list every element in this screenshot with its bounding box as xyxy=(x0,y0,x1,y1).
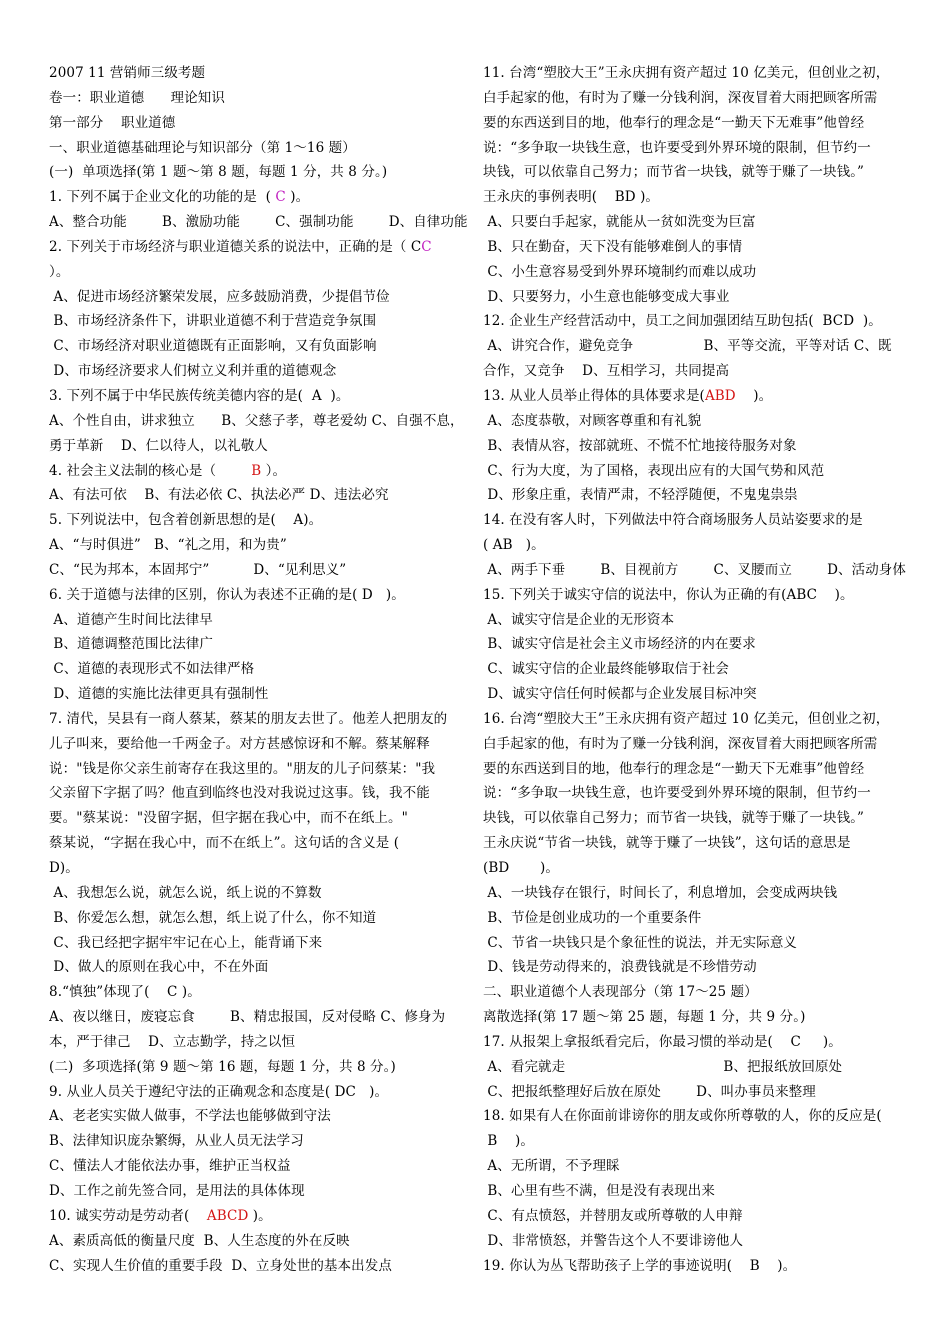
line-suffix: )。 xyxy=(285,189,310,206)
line-text: D、做人的原则在我心中，不在外面 xyxy=(49,959,269,976)
line-text: C、实现人生价值的重要手段 D、立身处世的基本出发点 xyxy=(49,1257,392,1274)
line-text: 本，严于律己 D、立志勤学，持之以恒 xyxy=(49,1033,296,1050)
text-line xyxy=(49,1104,474,1129)
line-text: 8.“慎独”体现了( C )。 xyxy=(49,984,201,1001)
text-line xyxy=(49,1179,474,1204)
line-text: 19. 你认为丛飞帮助孩子上学的事迹说明( B )。 xyxy=(483,1257,797,1274)
text-line xyxy=(483,558,908,583)
answer-mark: ABCD xyxy=(206,1207,249,1224)
text-line xyxy=(483,781,908,806)
line-text: 17. 从报架上拿报纸看完后，你最习惯的举动是( C )。 xyxy=(483,1033,842,1050)
line-text: 5. 下列说法中，包含着创新思想的是( A)。 xyxy=(49,512,323,529)
line-text: 王永庆说“节省一块钱，就等于赚了一块钱”，这句话的意思是 xyxy=(483,835,851,852)
answer-mark: ABD xyxy=(704,387,736,404)
text-line xyxy=(49,285,474,310)
line-text: A、看完就走 B、把报纸放回原处 xyxy=(483,1058,843,1075)
line-text: A、道德产生时间比法律早 xyxy=(49,611,213,628)
line-text: 二、职业道德个人表现部分（第 17～25 题） xyxy=(483,984,758,1001)
line-text: 要的东西送到目的地，他奉行的理念是“一勤天下无难事”他曾经 xyxy=(483,114,865,131)
text-line xyxy=(483,1104,908,1129)
line-text: 10. 诚实劳动是劳动者( xyxy=(49,1207,207,1224)
line-text: B、你爱怎么想，就怎么想，纸上说了什么，你不知道 xyxy=(49,909,377,926)
line-text: C、市场经济对职业道德既有正面影响，又有负面影响 xyxy=(49,338,377,355)
text-line xyxy=(49,334,474,359)
line-text: D、只要努力，小生意也能够变成大事业 xyxy=(483,288,730,305)
text-line xyxy=(483,483,908,508)
text-line xyxy=(49,1129,474,1154)
text-line xyxy=(49,1005,474,1030)
text-line xyxy=(483,309,908,334)
line-text: B、法律知识庞杂繁缛，从业人员无法学习 xyxy=(49,1133,304,1150)
text-line xyxy=(483,806,908,831)
text-line xyxy=(483,1030,908,1055)
line-text: C、“民为邦本，本固邦宁” D、“见利思义” xyxy=(49,561,347,578)
text-line xyxy=(483,906,908,931)
text-line xyxy=(49,1204,474,1229)
text-line xyxy=(49,1254,474,1279)
line-text: 6. 关于道德与法律的区别，你认为表述不正确的是( D )。 xyxy=(49,586,405,603)
text-line xyxy=(483,707,908,732)
text-line xyxy=(49,707,474,732)
text-line xyxy=(483,434,908,459)
line-text: B、只在勤奋，天下没有能够难倒人的事情 xyxy=(483,238,743,255)
text-line xyxy=(483,1179,908,1204)
line-text: 13. 从业人员举止得体的具体要求是( xyxy=(483,387,705,404)
line-text: A、我想怎么说，就怎么说，纸上说的不算数 xyxy=(49,884,322,901)
text-line xyxy=(483,1229,908,1254)
text-line xyxy=(483,657,908,682)
text-line xyxy=(483,508,908,533)
line-text: A、态度恭敬，对顾客尊重和有礼貌 xyxy=(483,412,702,429)
text-line xyxy=(483,1005,908,1030)
line-text: D、非常愤怒，并警告这个人不要诽谤他人 xyxy=(483,1232,744,1249)
text-line xyxy=(483,409,908,434)
text-line xyxy=(49,1030,474,1055)
text-line xyxy=(483,160,908,185)
line-text: ( AB )。 xyxy=(483,537,545,554)
line-text: A、两手下垂 B、目视前方 C、叉腰而立 D、活动身体 xyxy=(483,561,907,578)
line-text: 2. 下列关于市场经济与职业道德关系的说法中，正确的是（ C xyxy=(49,238,422,255)
line-text: B、节俭是创业成功的一个重要条件 xyxy=(483,909,702,926)
line-text: 卷一：职业道德 理论知识 xyxy=(49,89,225,106)
text-line xyxy=(483,955,908,980)
text-line xyxy=(483,980,908,1005)
text-line xyxy=(483,210,908,235)
text-line xyxy=(49,409,474,434)
line-text: 合作，又竞争 D、互相学习，共同提高 xyxy=(483,363,730,380)
text-line xyxy=(49,185,474,210)
text-line xyxy=(49,86,474,111)
line-text: C、我已经把字据牢牢记在心上，能背诵下来 xyxy=(49,934,323,951)
line-text: D、诚实守信任何时候都与企业发展目标冲突 xyxy=(483,686,757,703)
line-suffix: )。 xyxy=(248,1207,272,1224)
line-text: C、节省一块钱只是个象征性的说法，并无实际意义 xyxy=(483,934,798,951)
line-text: A、讲究合作，避免竞争 B、平等交流，平等对话 C、既 xyxy=(483,338,892,355)
text-line xyxy=(483,384,908,409)
line-text: 说：“多争取一块钱生意，也许要受到外界环境的限制，但节约一 xyxy=(483,139,871,156)
text-line xyxy=(49,1055,474,1080)
text-line xyxy=(49,781,474,806)
text-line xyxy=(483,1080,908,1105)
text-line xyxy=(49,906,474,931)
line-text: A、素质高低的衡量尺度 B、人生态度的外在反映 xyxy=(49,1232,350,1249)
text-line xyxy=(483,682,908,707)
text-line xyxy=(49,533,474,558)
text-line xyxy=(49,732,474,757)
line-text: B )。 xyxy=(483,1133,534,1150)
text-line xyxy=(483,334,908,359)
line-text: (一) 单项选择(第 1 题～第 8 题，每题 1 分，共 8 分。) xyxy=(49,164,388,181)
line-text: B、市场经济条件下，讲职业道德不利于营造竞争氛围 xyxy=(49,313,377,330)
line-text: 16. 台湾“塑胶大王”王永庆拥有资产超过 10 亿美元，但创业之初， xyxy=(483,710,890,727)
line-text: A、一块钱存在银行，时间长了，利息增加，会变成两块钱 xyxy=(483,884,838,901)
line-text: 4. 社会主义法制的核心是（ xyxy=(49,462,252,479)
line-suffix: )。 xyxy=(735,387,773,404)
line-text: (二) 多项选择(第 9 题～第 16 题，每题 1 分，共 8 分。) xyxy=(49,1058,396,1075)
text-line xyxy=(483,732,908,757)
text-line xyxy=(483,61,908,86)
line-text: A、“与时俱进” B、“礼之用，和为贵” xyxy=(49,537,287,554)
line-text: D、道德的实施比法律更具有强制性 xyxy=(49,686,269,703)
line-text: A、整合功能 B、激励功能 C、强制功能 D、自律功能 xyxy=(49,214,468,231)
text-line xyxy=(49,359,474,384)
line-text: A、促进市场经济繁荣发展，应多鼓励消费，少提倡节俭 xyxy=(49,288,390,305)
text-line xyxy=(483,459,908,484)
line-text: 11. 台湾“塑胶大王”王永庆拥有资产超过 10 亿美元，但创业之初， xyxy=(483,65,890,81)
line-text: ）。 xyxy=(49,263,70,280)
line-text: C、道德的表现形式不如法律严格 xyxy=(49,661,255,678)
text-line xyxy=(49,881,474,906)
text-line xyxy=(483,359,908,384)
text-line xyxy=(49,806,474,831)
line-text: C、把报纸整理好后放在原处 D、叫办事员来整理 xyxy=(483,1083,816,1100)
line-text: C、有点愤怒，并替朋友或所尊敬的人申辩 xyxy=(483,1207,743,1224)
right-column xyxy=(483,61,908,1278)
text-line xyxy=(483,831,908,856)
line-text: A、夜以继日，废寝忘食 B、精忠报国，反对侵略 C、修身为 xyxy=(49,1009,446,1026)
line-text: 18. 如果有人在你面前诽谤你的朋友或你所尊敬的人，你的反应是( xyxy=(483,1108,882,1125)
line-text: 说：“多争取一块钱生意，也许要受到外界环境的限制，但节约一 xyxy=(483,785,871,802)
line-text: D、工作之前先签合同，是用法的具体体现 xyxy=(49,1182,305,1199)
text-line xyxy=(49,583,474,608)
line-text: A、老老实实做人做事，不学法也能够做到守法 xyxy=(49,1108,331,1125)
line-text: 白手起家的他，有时为了赚一分钱利润，深夜冒着大雨把顾客所需 xyxy=(483,735,878,752)
text-line xyxy=(49,608,474,633)
line-text: 1. 下列不属于企业文化的功能的是 ( xyxy=(49,189,276,206)
text-line xyxy=(49,210,474,235)
text-line xyxy=(49,508,474,533)
line-text: 9. 从业人员关于遵纪守法的正确观念和态度是( DC )。 xyxy=(49,1083,389,1100)
line-text: 离散选择(第 17 题～第 25 题，每题 1 分，共 9 分。) xyxy=(483,1009,806,1026)
text-line xyxy=(483,1154,908,1179)
text-line xyxy=(49,1080,474,1105)
text-line xyxy=(483,1254,908,1279)
line-text: 儿子叫来，要给他一千两金子。对方甚感惊讶和不解。蔡某解释 xyxy=(49,735,430,752)
text-line xyxy=(483,931,908,956)
text-line xyxy=(49,1154,474,1179)
text-line xyxy=(483,136,908,161)
line-text: D、市场经济要求人们树立义利并重的道德观念 xyxy=(49,363,337,380)
text-line xyxy=(49,111,474,136)
line-text: A、只要白手起家，就能从一贫如洗变为巨富 xyxy=(483,214,756,231)
text-line xyxy=(49,309,474,334)
line-text: 王永庆的事例表明( BD )。 xyxy=(483,189,660,206)
text-line xyxy=(483,533,908,558)
text-line xyxy=(49,558,474,583)
text-line xyxy=(49,61,474,86)
text-line xyxy=(49,980,474,1005)
text-line xyxy=(49,483,474,508)
text-line xyxy=(49,434,474,459)
text-line xyxy=(483,856,908,881)
line-text: C、诚实守信的企业最终能够取信于社会 xyxy=(483,661,730,678)
line-text: C、行为大度，为了国格，表现出应有的大国气势和风范 xyxy=(483,462,825,479)
text-line xyxy=(483,1055,908,1080)
text-line xyxy=(49,831,474,856)
line-text: 白手起家的他，有时为了赚一分钱利润，深夜冒着大雨把顾客所需 xyxy=(483,89,878,106)
line-text: D、形象庄重，表情严肃，不轻浮随便，不鬼鬼祟祟 xyxy=(483,487,798,504)
answer-mark: B xyxy=(251,462,262,479)
text-line xyxy=(483,881,908,906)
text-line xyxy=(49,856,474,881)
line-text: 说："钱是你父亲生前寄存在我这里的。"朋友的儿子问蔡某："我 xyxy=(49,760,436,777)
text-line xyxy=(49,459,474,484)
text-line xyxy=(483,608,908,633)
line-text: 一、职业道德基础理论与知识部分（第 1～16 题） xyxy=(49,139,356,156)
text-line xyxy=(483,1129,908,1154)
text-line xyxy=(483,111,908,136)
line-text: 要的东西送到目的地，他奉行的理念是“一勤天下无难事”他曾经 xyxy=(483,760,865,777)
text-line xyxy=(483,86,908,111)
answer-mark: C xyxy=(421,238,432,255)
left-column xyxy=(49,61,474,1278)
text-line xyxy=(49,632,474,657)
line-text: A、诚实守信是企业的无形资本 xyxy=(483,611,675,628)
text-line xyxy=(49,136,474,161)
line-text: 2007 11 营销师三级考题 xyxy=(49,65,206,81)
text-line xyxy=(483,185,908,210)
line-text: 3. 下列不属于中华民族传统美德内容的是( A )。 xyxy=(49,387,350,404)
text-line xyxy=(49,682,474,707)
text-line xyxy=(49,657,474,682)
line-text: 7. 清代，吴县有一商人蔡某，蔡某的朋友去世了。他差人把朋友的 xyxy=(49,710,448,727)
line-text: 12. 企业生产经营活动中，员工之间加强团结互助包括( BCD )。 xyxy=(483,313,882,330)
line-text: B、表情从容，按部就班、不慌不忙地接待服务对象 xyxy=(483,437,797,454)
line-text: 14. 在没有客人时，下列做法中符合商场服务人员站姿要求的是 xyxy=(483,512,863,529)
line-text: B、诚实守信是社会主义市场经济的内在要求 xyxy=(483,636,756,653)
line-text: 第一部分 职业道德 xyxy=(49,114,176,131)
text-line xyxy=(49,757,474,782)
text-line xyxy=(49,384,474,409)
text-line xyxy=(483,632,908,657)
text-line xyxy=(483,1204,908,1229)
text-line xyxy=(49,1229,474,1254)
line-text: (BD )。 xyxy=(483,860,560,876)
line-text: 蔡某说，“字据在我心中，而不在纸上”。这句话的含义是 ( xyxy=(49,835,400,852)
line-text: C、懂法人才能依法办事，维护正当权益 xyxy=(49,1158,291,1175)
line-text: A、个性自由，讲求独立 B、父慈子孝，尊老爱幼 C、自强不息， xyxy=(49,412,464,429)
text-line xyxy=(49,235,474,260)
line-text: 块钱，可以依靠自己努力；而节省一块钱，就等于赚了一块钱。” xyxy=(483,164,865,181)
text-line xyxy=(483,583,908,608)
text-line xyxy=(49,931,474,956)
line-text: D、钱是劳动得来的，浪费钱就是不珍惜劳动 xyxy=(483,959,757,976)
line-text: 要。"蔡某说："没留字据，但字据在我心中，而不在纸上。" xyxy=(49,810,408,827)
line-suffix: ）。 xyxy=(261,462,287,479)
line-text: 勇于革新 D、仁以待人，以礼敬人 xyxy=(49,437,268,454)
line-text: C、小生意容易受到外界环境制约而难以成功 xyxy=(483,263,757,280)
line-text: D)。 xyxy=(49,860,79,876)
line-text: A、无所谓，不予理睬 xyxy=(483,1158,620,1175)
text-line xyxy=(483,260,908,285)
text-line xyxy=(483,235,908,260)
line-text: 父亲留下字据了吗？他直到临终也没对我说过这事。钱，我不能 xyxy=(49,785,430,802)
line-text: 15. 下列关于诚实守信的说法中，你认为正确的有(ABC )。 xyxy=(483,586,854,603)
text-line xyxy=(49,955,474,980)
answer-mark: C xyxy=(275,189,286,206)
text-line xyxy=(49,260,474,285)
line-text: B、心里有些不满，但是没有表现出来 xyxy=(483,1182,716,1199)
text-line xyxy=(49,160,474,185)
text-line xyxy=(483,285,908,310)
line-text: A、有法可依 B、有法必依 C、执法必严 D、违法必究 xyxy=(49,487,389,504)
text-line xyxy=(483,757,908,782)
line-text: 块钱，可以依靠自己努力；而节省一块钱，就等于赚了一块钱。” xyxy=(483,810,865,827)
line-text: B、道德调整范围比法律广 xyxy=(49,636,214,653)
